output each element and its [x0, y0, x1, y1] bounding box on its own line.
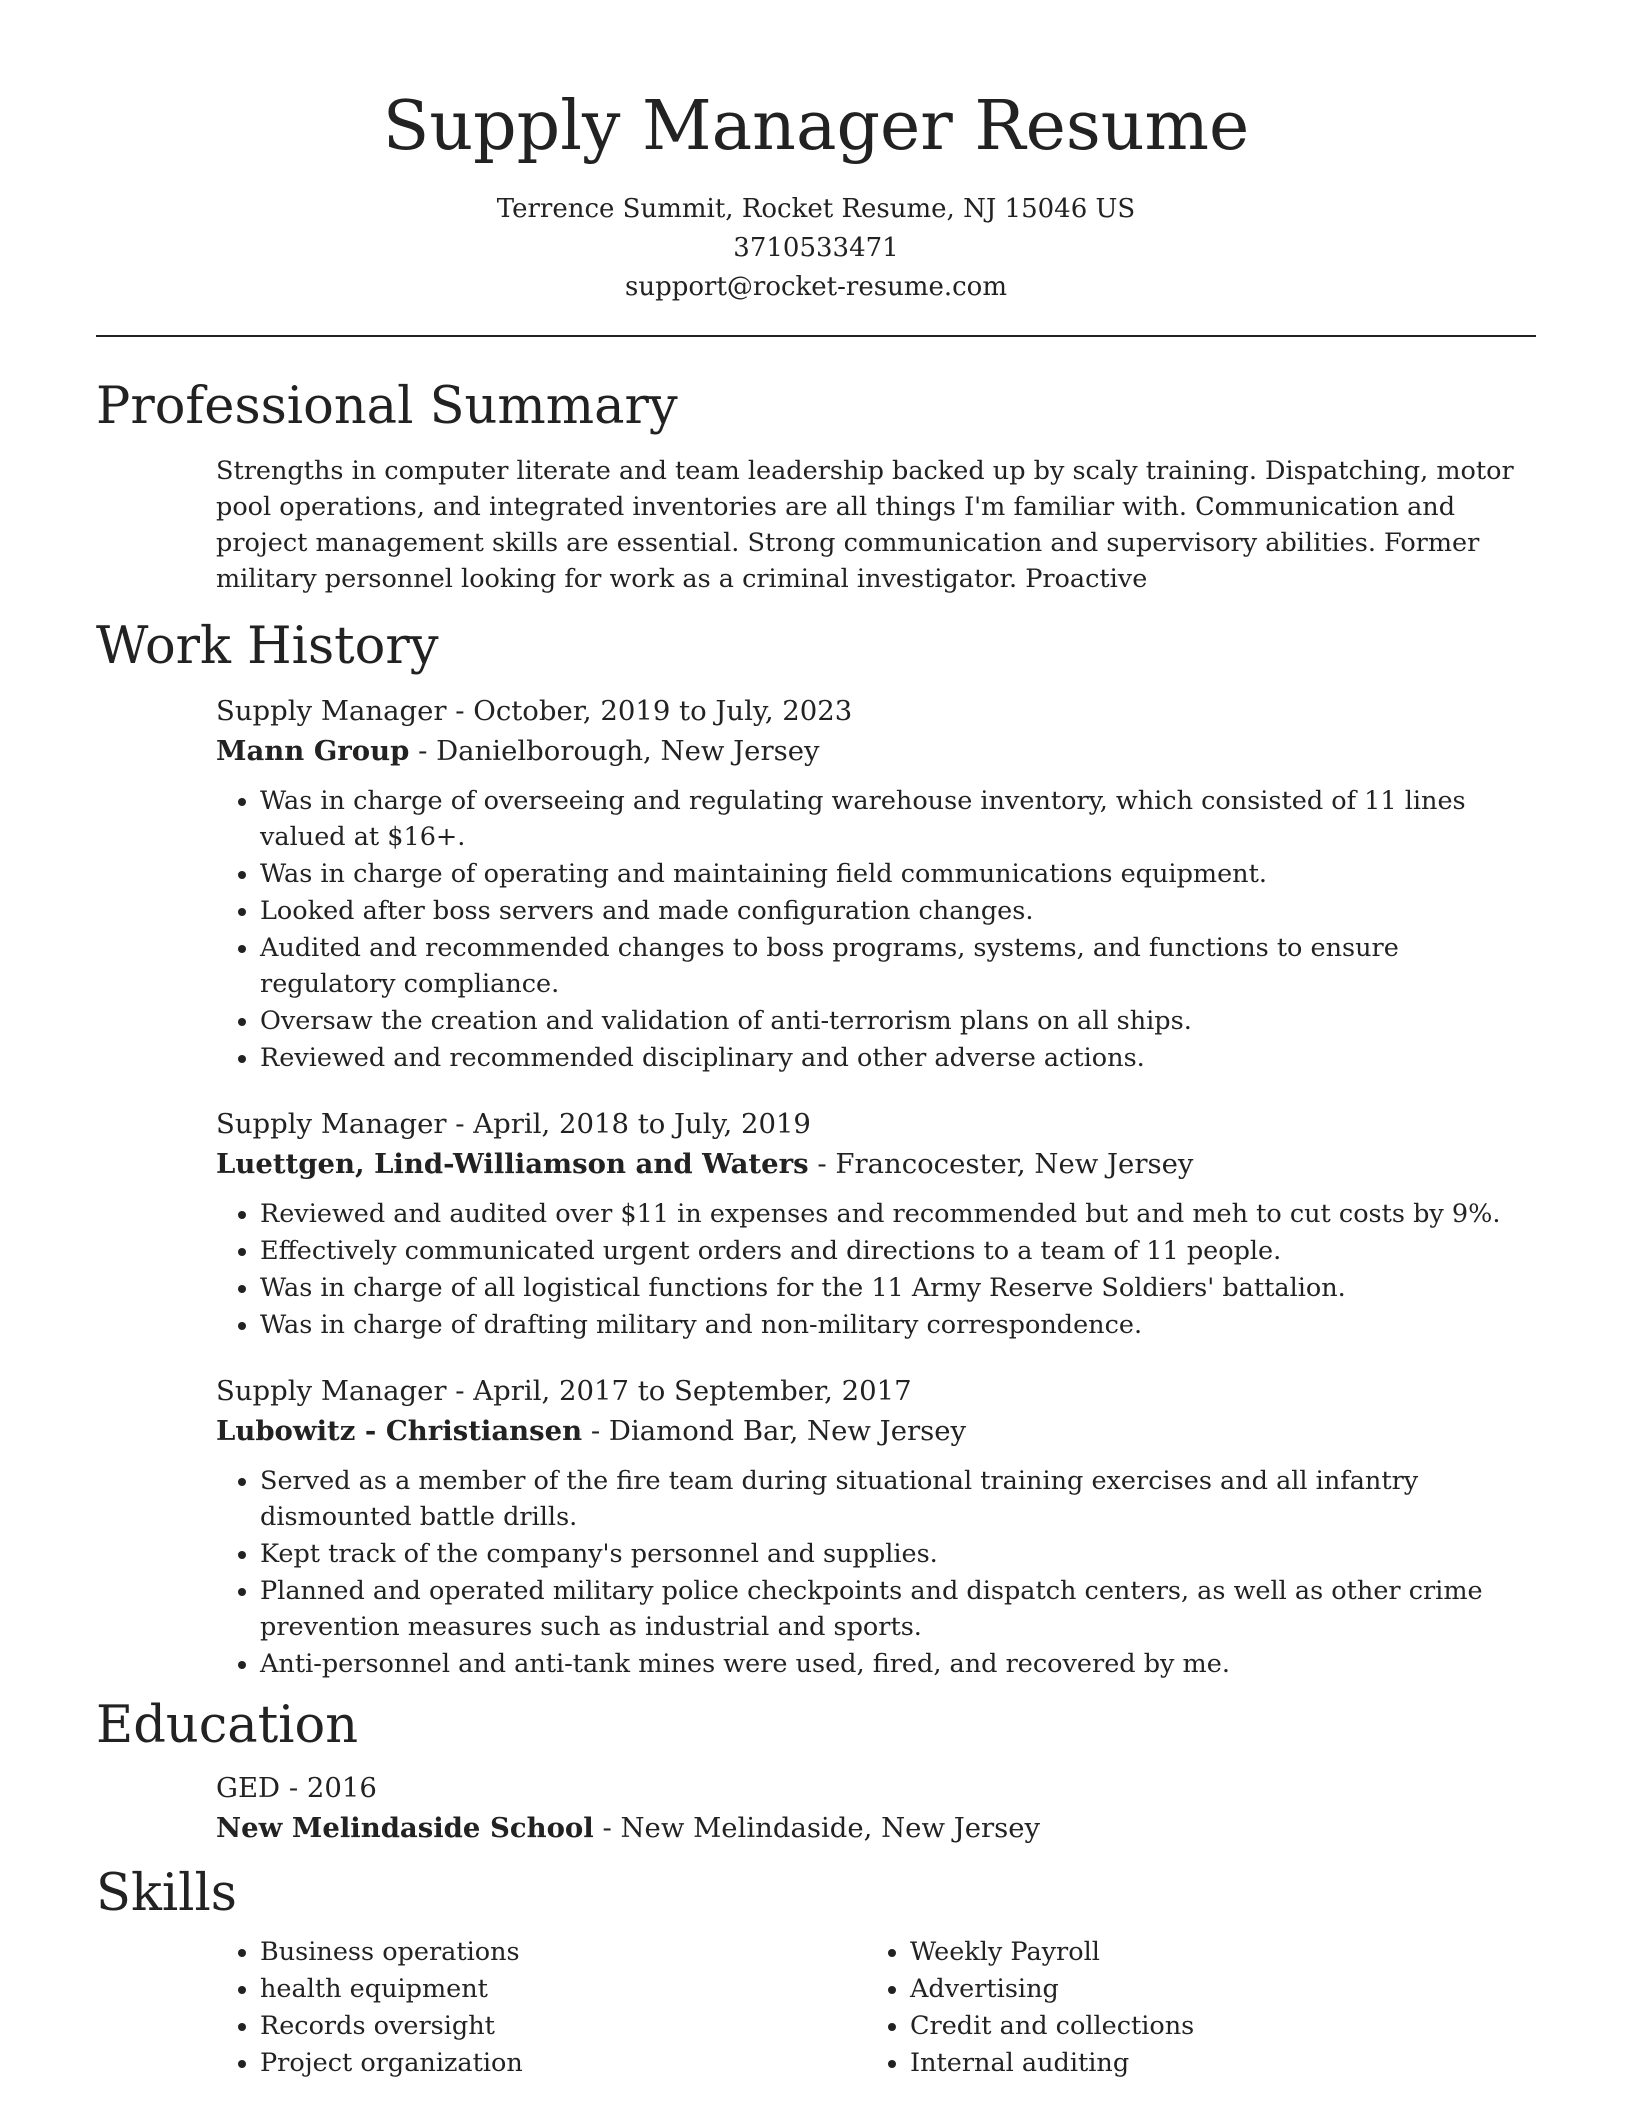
- job-company: Lubowitz - Christiansen: [216, 1415, 583, 1447]
- skills-list-left: [216, 1934, 866, 2081]
- document-title: Supply Manager Resume: [382, 87, 1250, 166]
- education-school: New Melindaside School: [216, 1812, 594, 1844]
- skill-item: • Advertising: [910, 1971, 1516, 2007]
- list-item: • Oversaw the creation and validation of anti-terrorism plans on all ships.: [260, 1003, 1536, 1039]
- list-item: • Served as a member of the fire team during situational training exercises and all infantry dismounted battle drills.: [260, 1463, 1536, 1535]
- list-item: • Kept track of the company's personnel and supplies.: [260, 1536, 1536, 1572]
- list-item: • Reviewed and audited over $11 in expenses and recommended but and meh to cut costs by 9%.: [260, 1196, 1536, 1232]
- skill-item: • health equipment: [260, 1971, 866, 2007]
- job-company: Luettgen, Lind-Williamson and Waters: [216, 1148, 809, 1180]
- job-bullets: [216, 1196, 1536, 1343]
- education-degree: GED - 2016: [216, 1772, 377, 1804]
- job-title: Supply Manager: [216, 695, 447, 727]
- job-location: - Francocester, New Jersey: [808, 1148, 1194, 1180]
- skills-column-left: [216, 1934, 866, 2082]
- job-company-line: [216, 731, 1536, 771]
- skill-item: • Project organization: [260, 2045, 866, 2081]
- contact-email: support@rocket-resume.com: [624, 272, 1007, 302]
- job-title: Supply Manager: [216, 1375, 447, 1407]
- list-item: • Reviewed and recommended disciplinary and other adverse actions.: [260, 1040, 1536, 1076]
- job-dates: - October, 2019 to July, 2023: [446, 695, 853, 727]
- list-item: • Was in charge of all logistical functions for the 11 Army Reserve Soldiers' battalion.: [260, 1270, 1536, 1306]
- job-entry-2: [216, 1104, 1536, 1343]
- job-title-line: [216, 1371, 1536, 1411]
- list-item: • Planned and operated military police checkpoints and dispatch centers, as well as other crime prevention measures such as industrial and sports.: [260, 1573, 1536, 1645]
- job-company-line: [216, 1411, 1536, 1451]
- skill-item: • Records oversight: [260, 2008, 866, 2044]
- skills-column-right: [866, 1934, 1516, 2082]
- list-item: • Looked after boss servers and made configuration changes.: [260, 893, 1536, 929]
- header-divider: [96, 335, 1536, 337]
- job-dates: - April, 2017 to September, 2017: [446, 1375, 912, 1407]
- list-item: • Was in charge of overseeing and regulating warehouse inventory, which consisted of 11 lines valued at $16+.: [260, 783, 1536, 855]
- contact-block: [96, 190, 1536, 307]
- skill-item: • Business operations: [260, 1934, 866, 1970]
- job-title: Supply Manager: [216, 1108, 447, 1140]
- job-bullets: [216, 783, 1536, 1076]
- job-location: - Diamond Bar, New Jersey: [582, 1415, 967, 1447]
- skill-item: • Internal auditing: [910, 2045, 1516, 2081]
- job-entry-3: [216, 1371, 1536, 1682]
- job-location: - Danielborough, New Jersey: [409, 735, 820, 767]
- job-entry-1: [216, 691, 1536, 1076]
- summary-heading: Professional Summary: [96, 377, 678, 436]
- list-item: • Effectively communicated urgent orders and directions to a team of 11 people.: [260, 1233, 1536, 1269]
- job-title-line: [216, 1104, 1536, 1144]
- job-dates: - April, 2018 to July, 2019: [446, 1108, 811, 1140]
- education-location: - New Melindaside, New Jersey: [593, 1812, 1041, 1844]
- contact-phone: 3710533471: [733, 233, 899, 263]
- work-history-heading: Work History: [96, 617, 439, 676]
- summary-text: Strengths in computer literate and team leadership backed up by scaly training. Dispatching, motor pool operations, and integrated inventories are all things I'm familiar with. Communication and project management skills are essential. Strong communication and supervisory abilities. Former military personnel looking for work as a criminal investigator. Proactive: [216, 456, 1514, 594]
- list-item: • Was in charge of drafting military and non-military correspondence.: [260, 1307, 1536, 1343]
- education-heading: Education: [96, 1696, 359, 1755]
- skills-list-right: [866, 1934, 1516, 2081]
- job-bullets: [216, 1463, 1536, 1682]
- contact-address: Terrence Summit, Rocket Resume, NJ 15046 US: [496, 194, 1136, 224]
- job-company-line: [216, 1144, 1536, 1184]
- skill-item: • Weekly Payroll: [910, 1934, 1516, 1970]
- job-title-line: [216, 691, 1536, 731]
- skills-heading: Skills: [96, 1864, 237, 1923]
- education-entry: [216, 1768, 1536, 1848]
- list-item: • Audited and recommended changes to boss programs, systems, and functions to ensure regulatory compliance.: [260, 930, 1536, 1002]
- job-company: Mann Group: [216, 735, 410, 767]
- list-item: • Was in charge of operating and maintaining field communications equipment.: [260, 856, 1536, 892]
- list-item: • Anti-personnel and anti-tank mines were used, fired, and recovered by me.: [260, 1646, 1536, 1682]
- skill-item: • Credit and collections: [910, 2008, 1516, 2044]
- skills-grid: [216, 1934, 1536, 2082]
- education-school-line: [216, 1808, 1536, 1848]
